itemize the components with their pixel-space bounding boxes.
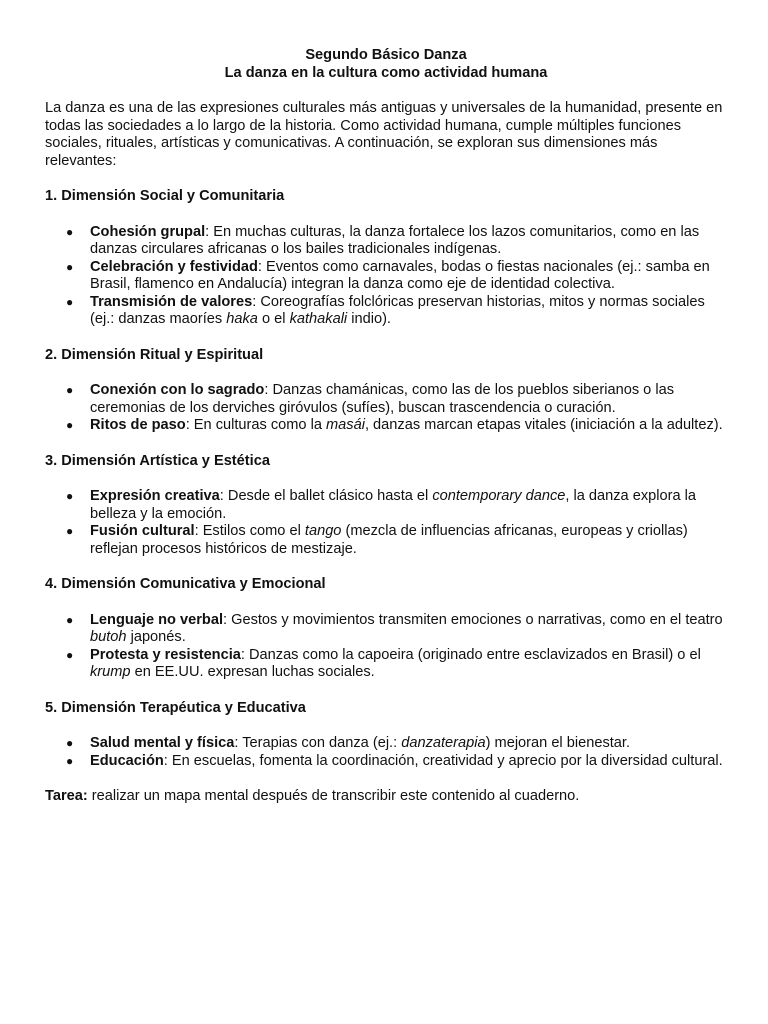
item-emphasis: butoh bbox=[90, 629, 127, 645]
item-text: : Estilos como el bbox=[194, 523, 305, 539]
item-term: Educación bbox=[90, 752, 164, 769]
page-title: Segundo Básico Danza bbox=[305, 47, 467, 63]
item-text: japonés. bbox=[126, 629, 186, 645]
item-text: : Gestos y movimientos transmiten emociones o narrativas, como en el teatro bbox=[223, 611, 723, 628]
item-text: : Desde el ballet clásico hasta el bbox=[219, 488, 433, 504]
item-term: Ritos de paso bbox=[90, 417, 186, 433]
item-text: o el bbox=[257, 311, 290, 327]
item-text: (mezcla de influencias africanas, europeas y criollas) reflejan procesos históricos de mestizaje. bbox=[90, 523, 688, 557]
document-page bbox=[45, 47, 727, 806]
item-emphasis: masái bbox=[326, 417, 365, 433]
list-item bbox=[45, 417, 727, 435]
item-emphasis: danzaterapia bbox=[401, 735, 486, 751]
list-item bbox=[45, 224, 727, 259]
bullet-icon: ● bbox=[66, 753, 74, 768]
list-item bbox=[45, 612, 727, 647]
bullet-list-therapeutic bbox=[45, 735, 727, 770]
item-text: en EE.UU. expresan luchas sociales. bbox=[130, 664, 375, 680]
item-text: ) mejoran el bienestar. bbox=[485, 735, 631, 751]
item-term: Celebración y festividad bbox=[90, 258, 258, 275]
item-emphasis: kathakali bbox=[289, 311, 348, 327]
item-text: : En culturas como la bbox=[185, 417, 327, 433]
item-text: : Eventos como carnavales, bodas o fiestas nacionales (ej.: samba en Brasil, flamenco en Andalucía) integran la danza como eje de identidad colectiva. bbox=[90, 258, 710, 292]
homework-label: Tarea: bbox=[45, 788, 88, 804]
section-heading-social: 1. Dimensión Social y Comunitaria bbox=[45, 188, 285, 204]
item-emphasis: tango bbox=[304, 523, 342, 539]
item-term: Lenguaje no verbal bbox=[90, 611, 223, 628]
list-item bbox=[45, 382, 727, 417]
item-term: Cohesión grupal bbox=[90, 223, 206, 240]
list-item bbox=[45, 735, 727, 753]
bullet-icon: ● bbox=[66, 418, 74, 432]
bullet-list-social bbox=[45, 224, 727, 329]
homework-text: realizar un mapa mental después de transcribir este contenido al cuaderno. bbox=[87, 788, 580, 804]
bullet-icon: ● bbox=[66, 489, 74, 503]
bullet-icon: ● bbox=[66, 259, 74, 274]
page-subtitle: La danza en la cultura como actividad humana bbox=[224, 64, 548, 81]
bullet-icon: ● bbox=[66, 383, 74, 397]
homework-paragraph bbox=[45, 788, 727, 806]
item-text: : Danzas chamánicas, como las de los pueblos siberianos o las ceremonias de los derviches giróvulos (sufíes), buscan trascendencia o curación. bbox=[90, 382, 674, 416]
item-emphasis: contemporary dance bbox=[432, 488, 566, 504]
bullet-icon: ● bbox=[66, 224, 74, 239]
item-text: : Coreografías folclóricas preservan historias, mitos y normas sociales (ej.: danzas maoríes bbox=[90, 293, 705, 327]
bullet-icon: ● bbox=[66, 736, 74, 750]
item-text: , la danza explora la belleza y la emoción. bbox=[90, 488, 697, 522]
item-text: : En escuelas, fomenta la coordinación, creatividad y aprecio por la diversidad cultural. bbox=[163, 752, 723, 769]
item-term: Salud mental y física bbox=[90, 735, 235, 751]
list-item bbox=[45, 259, 727, 294]
list-item bbox=[45, 647, 727, 682]
item-term: Transmisión de valores bbox=[90, 293, 253, 310]
item-emphasis: krump bbox=[90, 664, 131, 680]
bullet-list-ritual bbox=[45, 382, 727, 435]
bullet-icon: ● bbox=[66, 647, 74, 662]
section-heading-artistic: 3. Dimensión Artística y Estética bbox=[45, 452, 270, 469]
item-term: Fusión cultural bbox=[90, 523, 195, 539]
list-item bbox=[45, 523, 727, 558]
list-item bbox=[45, 753, 727, 771]
section-heading-communicative: 4. Dimensión Comunicativa y Emocional bbox=[45, 576, 326, 592]
item-emphasis: haka bbox=[226, 311, 258, 327]
bullet-icon: ● bbox=[66, 294, 74, 309]
bullet-icon: ● bbox=[66, 612, 74, 627]
item-term: Protesta y resistencia bbox=[90, 646, 241, 663]
item-text: indio). bbox=[347, 311, 391, 327]
bullet-list-artistic bbox=[45, 488, 727, 558]
item-term: Expresión creativa bbox=[90, 488, 220, 504]
item-text: : Danzas como la capoeira (originado entre esclavizados en Brasil) o el bbox=[240, 646, 701, 663]
section-heading-therapeutic: 5. Dimensión Terapéutica y Educativa bbox=[45, 699, 306, 716]
item-text: : Terapias con danza (ej.: bbox=[234, 735, 402, 751]
item-term: Conexión con lo sagrado bbox=[90, 382, 265, 398]
list-item bbox=[45, 488, 727, 523]
item-text: : En muchas culturas, la danza fortalece los lazos comunitarios, como en las danzas circulares africanas o los bailes tradicionales indígenas. bbox=[90, 223, 700, 257]
bullet-list-communicative bbox=[45, 612, 727, 682]
intro-paragraph: La danza es una de las expresiones culturales más antiguas y universales de la humanidad, presente en todas las sociedades a lo largo de la historia. Como actividad humana, cumple múltiples funciones sociales, rituales, artísticas y comunicativas. A continuación, se exploran sus dimensiones más relevantes: bbox=[45, 100, 723, 169]
item-text: , danzas marcan etapas vitales (iniciación a la adultez). bbox=[364, 417, 723, 433]
list-item bbox=[45, 294, 727, 329]
bullet-icon: ● bbox=[66, 524, 74, 538]
section-heading-ritual: 2. Dimensión Ritual y Espiritual bbox=[45, 346, 264, 363]
